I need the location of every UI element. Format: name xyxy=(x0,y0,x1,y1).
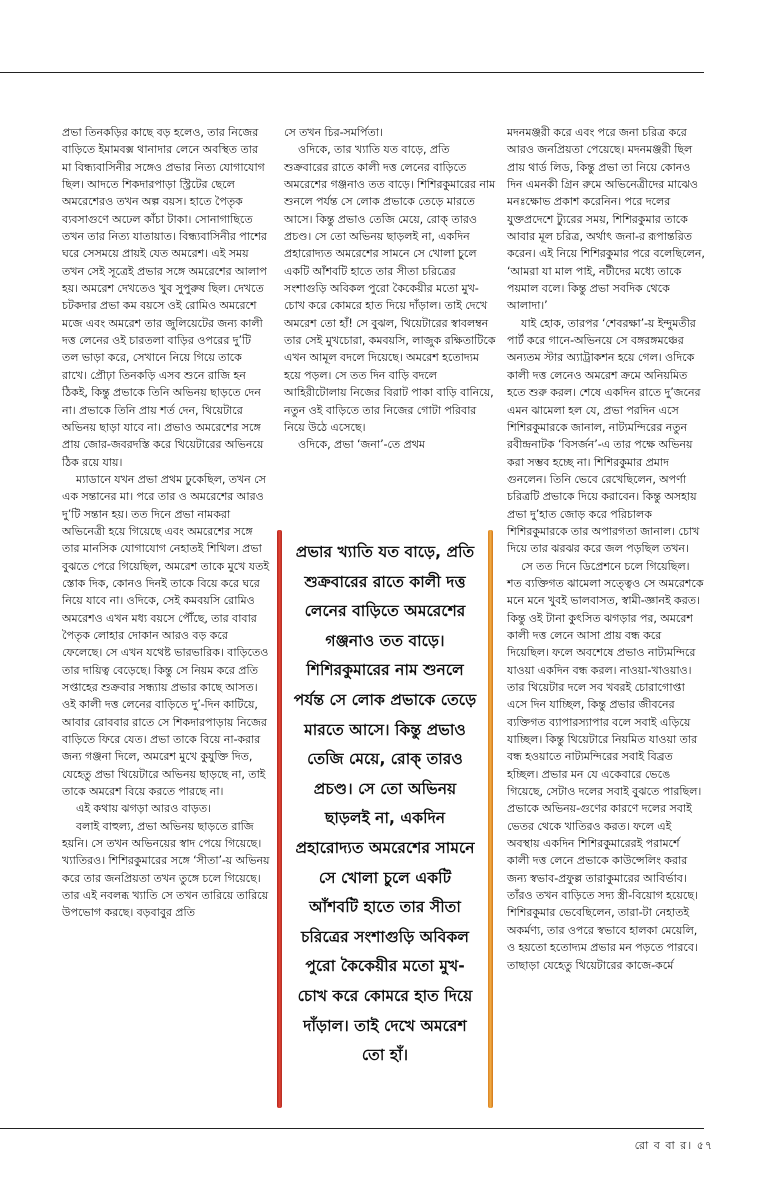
paragraph: সে তত দিনে ডিপ্রেশনে চলে গিয়েছিল। শত ব্যক্তিগত ঝামেলা সত্ত্বেও সে অমরেশকে মনে মনে খুবই ভালবাসত, স্বামী-জ্ঞানই করত। কিন্তু ওই টানা কুৎসিত ঝগড়ার পর, অমরেশ কালী দত্ত লেনে আসা প্রায় বন্ধ করে দিয়েছিল। ফলে অবশেষে প্রভাও নাট্যমন্দিরে যাওয়া একদিন বন্ধ করল। নাওয়া-খাওয়াও। তার থিয়েটার দলে সব খবরই চোরাগোপ্তা এসে দিন যাচ্ছিল, কিন্তু প্রভার জীবনের ব্যক্তিগত ব্যাপারস্যাপার বলে সবাই এড়িয়ে যাচ্ছিল। কিন্তু থিয়েটারে নিয়মিত যাওয়া তার বন্ধ হওয়াতে নাট্যমন্দিরের সবাই বিব্রত হচ্ছিল। প্রভার মন যে একেবারে ভেঙে গিয়েছে, সেটাও দলের সবাই বুঝতে পারছিল। প্রভাকে অভিনয়-গুণের কারণে দলের সবাই ভেতর থেকে খাতিরও করত। ফলে এই অবস্থায় একদিন শিশিরকুমারেরই পরামর্শে কালী দত্ত লেনে প্রভাকে কাউন্সেলিং করার জন্য স্বভাব-প্রফুল্ল তারাকুমারের আবির্ভাব। তাঁরও তখন বাড়িতে সদ্য স্ত্রী-বিয়োগ হয়েছে। শিশিরকুমার ভেবেছিলেন, তারা-টা নেহাতই অকর্মণ্য, তার ওপরে স্বভাবে হালকা মেয়েলি, ও হয়তো হতোদ্যম প্রভার মন পড়তে পারবে। তাছাড়া যেহেতু থিয়েটারের কাজে-কর্মে xyxy=(507,559,704,972)
paragraph: যাই হোক, তারপর ‘শেবরক্ষা’-য় ইন্দুমতীর পার্ট করে গানে-অভিনয়ে সে বঙ্গরঙ্গমঞ্চের অন্যতম স্টার অ্যাট্রাকশন হয়ে গেল। ওদিকে কালী দত্ত লেনেও অমরেশ ক্রমে অনিয়মিত হতে শুরু করল। শেষে একদিন রাতে দু’জনের এমন ঝামেলা হল যে, প্রভা পরদিন এসে শিশিরকুমারকে জানাল, নাট্যমন্দিরের নতুন রবীন্দ্রনাটক ‘বিসর্জন’-এ তার পক্ষে অভিনয় করা সম্ভব হচ্ছে না। শিশিরকুমার প্রমাদ গুনলেন। তিনি ভেবে রেখেছিলেন, অপর্ণা চরিত্রটি প্রভাকে দিয়ে করাবেন। কিন্তু অসহায় প্রভা দু’হাত জোড় করে পরিচালক শিশিরকুমারকে তার অপারগতা জানাল। চোখ দিয়ে তার ঝরঝর করে জল পড়ছিল তখন। xyxy=(507,316,701,556)
paragraph: ওদিকে, প্রভা ‘জনা’-তে প্রথম xyxy=(298,438,425,452)
article-column-2 xyxy=(284,124,496,454)
article-column-3 xyxy=(507,124,705,974)
paragraph: মদনমঞ্জরী করে এবং পরে জনা চরিত্র করে আরও জনপ্রিয়তা পেয়েছে। মদনমঞ্জরী ছিল প্রায় থার্ড লিড, কিন্তু প্রভা তা নিয়ে কোনও দিন এমনকী গ্রিন রুমে অভিনেত্রীদের মাঝেও মনঃক্ষোভ প্রকাশ করেনিন। পরে দলের যুক্তপ্রদেশে ট্যুরের সময়, শিশিরকুমার তাকে আবার মূল চরিত্র, অর্থাৎ জনা-র রূপান্তরিত করেন। এই নিয়ে শিশিরকুমার পরে বলেছিলেন, ‘আমরা যা মাল পাই, নটীদের মধ্যে তাকে পয়মাল বলে। কিন্তু প্রভা সবদিক থেকে আলাদা।’ xyxy=(507,126,705,313)
pull-quote: প্রভার খ্যাতি যত বাড়ে, প্রতি শুক্রবারের রাতে কালী দত্ত লেনের বাড়িতে অমরেশের গঞ্জনাও তত বাড়ে। শিশিরকুমারের নাম শুনলে পর্যন্ত সে লোক প্রভাকে তেড়ে মারতে আসে। কিন্তু প্রভাও তেজি মেয়ে, রোক্ তারও প্রচণ্ড। সে তো অভিনয় ছাড়লই না, একদিন প্রহারোদ্যত অমরেশের সামনে সে খোলা চুলে একটি আঁশবটি হাতে তার সীতা চরিত্রের সংশাগুড়ি অবিকল পুরো কৈকেয়ীর মতো মুখ-চোখ করে কোমরে হাত দিয়ে দাঁড়াল। তাই দেখে অমরেশ তো হাঁ। xyxy=(293,543,477,1065)
paragraph: বলাই বাহুল্য, প্রভা অভিনয় ছাড়তে রাজি হয়নি। সে তখন অভিনয়ের স্বাদ পেয়ে গিয়েছে। খ্যাতিরও। শিশিরকুমারের সঙ্গে ‘সীতা’-য় অভিনয় করে তার জনপ্রিয়তা তখন তুঙ্গে চলে গিয়েছে। তার এই নবলব্ধ খ্যাতি সে তখন তারিয়ে তারিয়ে উপভোগ করছে। বড়বাবুর প্রতি xyxy=(62,819,270,920)
paragraph: প্রভা তিনকড়ির কাছে বড় হলেও, তার নিজের বাড়িতে ইমামবক্স থানাদার লেনে অবস্থিত তার মা বিন্ধ্যবাসিনীর সঙ্গেও প্রভার নিত্য যোগাযোগ ছিল। আদতে শিকদারপাড়া স্ট্রিটের ছেলে অমরেশেরও তখন অল্প বয়স। হাতে পৈতৃক ব্যবসাগুণে অঢেল কাঁচা টাকা। সোনাগাছিতে তখন তার নিত্য যাতায়াত। বিন্ধ্যবাসিনীর পাশের ঘরে সেসময়ে প্রায়ই যেত অমরেশ। এই সময় তখন সেই সূত্রেই প্রভার সঙ্গে অমরেশের আলাপ হয়। অমরেশ দেখতেও খুব সুপুরুষ ছিল। দেখতে চটকদার প্রভা কম বয়সে ওই রোমিও অমরেশে মজে এবং অমরেশ তার জুলিয়েটের জন্য কালী দত্ত লেনের ওই চারতলা বাড়ির ওপরের দু’টি তল ভাড়া করে, সেখানে নিয়ে গিয়ে তাকে রাখে। প্রৌঢ়া তিনকড়ি এসব শুনে রাজি হন ঠিকই, কিন্তু প্রভাকে তিনি অভিনয় ছাড়তে দেন না। প্রভাকে তিনি প্রায় শর্ত দেন, থিয়েটারে অভিনয় ছাড়া যাবে না। প্রভাও অমরেশের সঙ্গে প্রায় জোর-জবরদস্তি করে থিয়েটারের অভিনয়ে ঠিক রয়ে যায়। xyxy=(62,126,267,469)
page-footer: রো ব বা র। ৫৭ xyxy=(634,1139,713,1152)
article-column-1 xyxy=(62,124,270,922)
pullquote-left-bar xyxy=(277,530,282,1108)
paragraph: ম্যাডানে যখন প্রভা প্রথম ঢুকেছিল, তখন সে এক সন্তানের মা। পরে তার ও অমরেশের আরও দু’টি সন্তান হয়। তত দিনে প্রভা নামকরা অভিনেত্রী হয়ে গিয়েছে এবং অমরেশের সঙ্গে তার মানসিক যোগাযোগ নেহাতই শিথিল। প্রভা বুঝতে পেরে গিয়েছিল, অমরেশ তাকে মুখে যতই স্তোক দিক, কোনও দিনই তাকে বিয়ে করে ঘরে নিয়ে যাবে না। ওদিকে, সেই কমবয়সি রোমিও অমরেশও এখন মধ্য বয়সে পৌঁছে, তার বাবার পৈতৃক লোহার দোকান আরও বড় করে ফেলেছে। সে এখন যথেষ্ট ভারভারিক। বাড়িতেও তার দায়িত্ব বেড়েছে। কিন্তু সে নিয়ম করে প্রতি সপ্তাহের শুক্রবার সন্ধ্যায় প্রভার কাছে আসত। ওই কালী দত্ত লেনের বাড়িতে দু’-দিন কাটিয়ে, আবার রোববার রাতে সে শিকদারপাড়ায় নিজের বাড়িতে ফিরে যেত। প্রভা তাকে বিয়ে না-করার জন্য গঞ্জনা দিলে, অমরেশ মুখে কুযুক্তি দিত, যেহেতু প্রভা থিয়েটারে অভিনয় ছাড়ছে না, তাই তাকে অমরেশ বিয়ে করতে পারছে না। xyxy=(62,472,269,799)
pullquote-right-bar xyxy=(488,530,493,1108)
paragraph: সে তখন চির-সমর্পিতা। xyxy=(284,126,383,139)
paragraph: এই কথায় ঝগড়া আরও বাড়ত। xyxy=(76,802,211,816)
top-rule xyxy=(0,72,704,73)
paragraph: ওদিকে, তার খ্যাতি যত বাড়ে, প্রতি শুক্রবারের রাতে কালী দত্ত লেনের বাড়িতে অমরেশের গঞ্জনাও তত বাড়ে। শিশিরকুমারের নাম শুনলে পর্যন্ত সে লোক প্রভাকে তেড়ে মারতে আসে। কিন্তু প্রভাও তেজি মেয়ে, রোক্ তারও প্রচণ্ড। সে তো অভিনয় ছাড়লই না, একদিন প্রহারোদ্যত অমরেশের সামনে সে খোলা চুলে একটি আঁশবটি হাতে তার সীতা চরিত্রের সংশাগুড়ি অবিকল পুরো কৈকেয়ীর মতো মুখ-চোখ করে কোমরে হাত দিয়ে দাঁড়াল। তাই দেখে অমরেশ তো হাঁ! সে বুঝল, থিয়েটারের স্বাবলম্বন তার সেই মুখচোরা, কমবয়সি, লাজুক রক্ষিতাটিকে এখন আমূল বদলে দিয়েছে। অমরেশ হতোদ্যম হয়ে পড়ল। সে তত দিন বাড়ি বদলে আহিরীটোলায় নিজের বিরাট পাকা বাড়ি বানিয়ে, নতুন ওই বাড়িতে তার নিজের গোটা পরিবার নিয়ে উঠে এসেছে। xyxy=(284,143,496,434)
bottom-rule xyxy=(0,1128,704,1129)
